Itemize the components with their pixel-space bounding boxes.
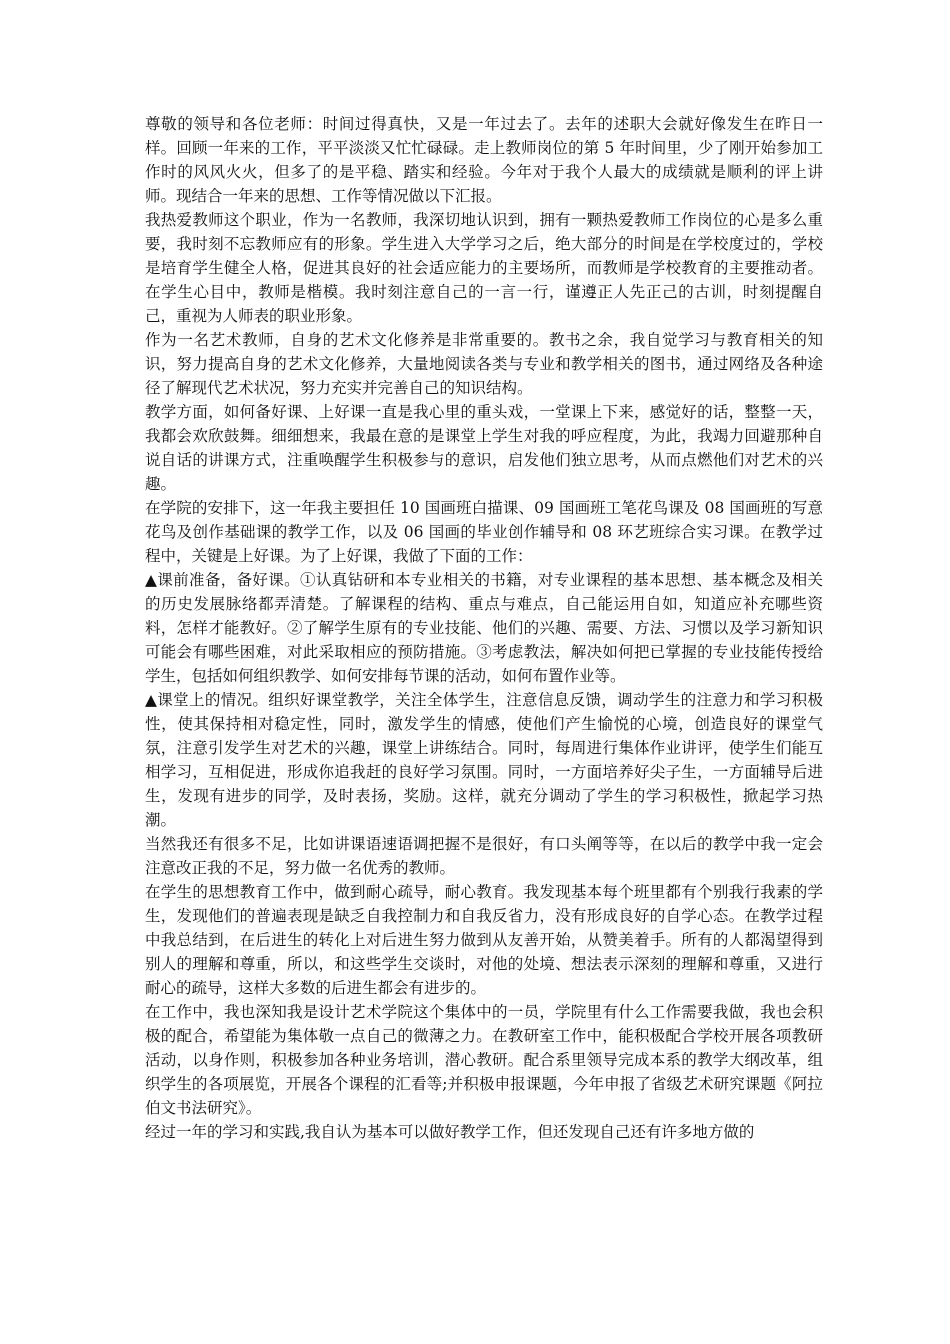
paragraph-student-guidance: 在学生的思想教育工作中，做到耐心疏导，耐心教育。我发现基本每个班里都有个别我行我素的学生，发现他们的普遍表现是缺乏自我控制力和自我反省力，没有形成良好的自学心态。在教学过程中我总结到，在后进生的转化上对后进生努力做到从友善开始，从赞美着手。所有的人都渴望得到别人的理解和尊重，所以，和这些学生交谈时，对他的处境、想法表示深刻的理解和尊重，又进行耐心的疏导，这样大多数的后进生都会有进步的。	[145, 883, 823, 997]
paragraph-opening: 尊敬的领导和各位老师：时间过得真快，又是一年过去了。去年的述职大会就好像发生在昨日一样。回顾一年来的工作，平平淡淡又忙忙碌碌。走上教师岗位的第 5 年时间里，少了刚开始参加工作时的风风火火，但多了的是平稳、踏实和经验。今年对于我个人最大的成绩就是顺利的评上讲师。现结合一年来的思想、工作等情况做以下汇报。	[145, 115, 823, 205]
paragraph-love-of-teaching: 我热爱教师这个职业，作为一名教师，我深切地认识到，拥有一颗热爱教师工作岗位的心是多么重要，我时刻不忘教师应有的形象。学生进入大学学习之后，绝大部分的时间是在学校度过的，学校是培育学生健全人格，促进其良好的社会适应能力的主要场所，而教师是学校教育的主要推动者。在学生心目中，教师是楷模。我时刻注意自己的一言一行，谨遵正人先正己的古训，时刻提醒自己，重视为人师表的职业形象。	[145, 211, 823, 325]
paragraph-course-assignments: 在学院的安排下，这一年我主要担任 10 国画班白描课、09 国画班工笔花鸟课及 08 国画班的写意花鸟及创作基础课的教学工作，以及 06 国画的毕业创作辅导和 08 环艺班综合实习课。在教学过程中，关键是上好课。为了上好课，我做了下面的工作：	[145, 499, 823, 565]
paragraph-art-literacy: 作为一名艺术教师，自身的艺术文化修养是非常重要的。教书之余，我自觉学习与教育相关的知识，努力提高自身的艺术文化修养，大量地阅读各类与专业和教学相关的图书，通过网络及各种途径了解现代艺术状况，努力充实并完善自己的知识结构。	[145, 331, 823, 397]
paragraph-shortcomings: 当然我还有很多不足，比如讲课语速语调把握不是很好，有口头阐等等，在以后的教学中我一定会注意改正我的不足，努力做一名优秀的教师。	[145, 835, 823, 877]
paragraph-conclusion: 经过一年的学习和实践,我自认为基本可以做好教学工作，但还发现自己还有许多地方做的	[145, 1123, 755, 1141]
document-body	[145, 112, 823, 1144]
paragraph-teaching-approach: 教学方面，如何备好课、上好课一直是我心里的重头戏，一堂课上下来，感觉好的话，整整一天，我都会欢欣鼓舞。细细想来，我最在意的是课堂上学生对我的呼应程度，为此，我竭力回避那种自说自话的讲课方式，注重唤醒学生积极参与的意识，启发他们独立思考，从而点燃他们对艺术的兴趣。	[145, 403, 823, 493]
paragraph-collective-work: 在工作中，我也深知我是设计艺术学院这个集体中的一员，学院里有什么工作需要我做，我也会积极的配合，希望能为集体敬一点自己的微薄之力。在教研室工作中，能积极配合学校开展各项教研活动，以身作则，积极参加各种业务培训，潜心教研。配合系里领导完成本系的教学大纲改革，组织学生的各项展览，开展各个课程的汇看等;并积极申报课题，今年申报了省级艺术研究课题《阿拉伯文书法研究》。	[145, 1003, 823, 1117]
paragraph-classroom: ▲课堂上的情况。组织好课堂教学，关注全体学生，注意信息反馈，调动学生的注意力和学习积极性，使其保持相对稳定性，同时，激发学生的情感，使他们产生愉悦的心境，创造良好的课堂气氛，注意引发学生对艺术的兴趣，课堂上讲练结合。同时，每周进行集体作业讲评，使学生们能互相学习，互相促进，形成你追我赶的良好学习氛围。同时，一方面培养好尖子生，一方面辅导后进生，发现有进步的同学，及时表扬，奖励。这样，就充分调动了学生的学习积极性，掀起学习热潮。	[145, 691, 823, 829]
paragraph-lesson-preparation: ▲课前准备，备好课。①认真钻研和本专业相关的书籍，对专业课程的基本思想、基本概念及相关的历史发展脉络都弄清楚。了解课程的结构、重点与难点，自己能运用自如，知道应补充哪些资料，怎样才能教好。②了解学生原有的专业技能、他们的兴趣、需要、方法、习惯以及学习新知识可能会有哪些困难，对此采取相应的预防措施。③考虑教法，解决如何把已掌握的专业技能传授给学生，包括如何组织教学、如何安排每节课的活动，如何布置作业等。	[145, 571, 823, 685]
